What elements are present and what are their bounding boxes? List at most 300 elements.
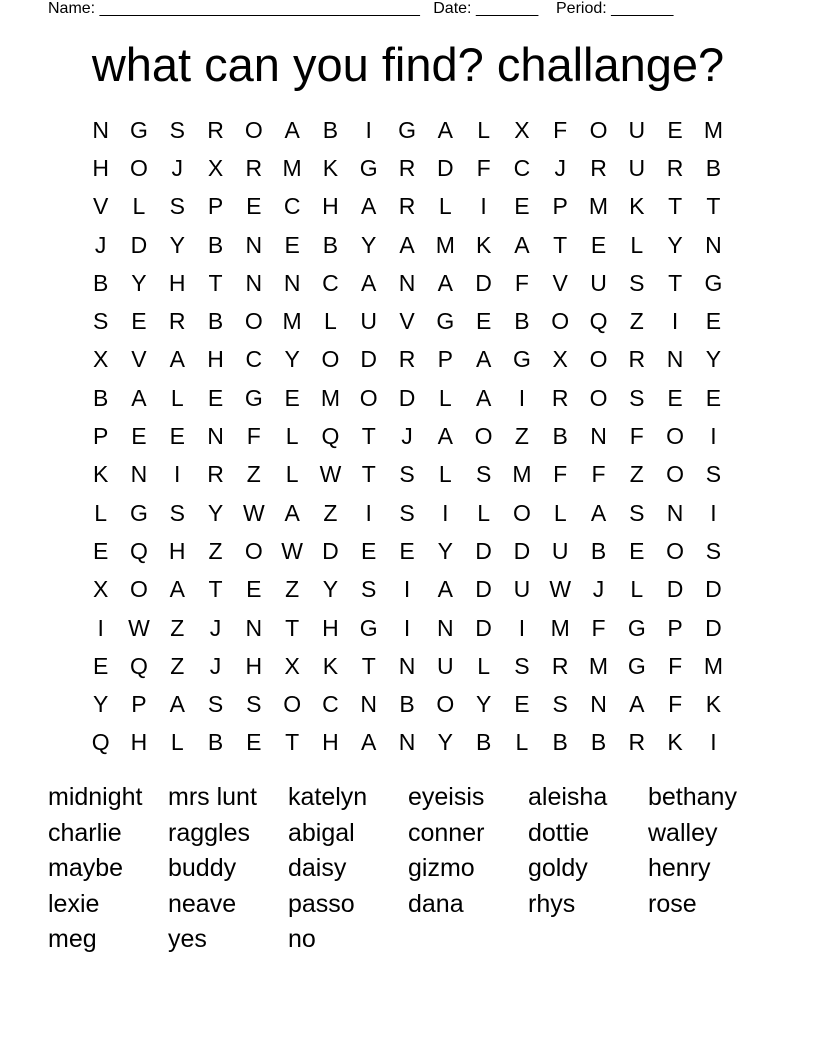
grid-letter: L (438, 461, 452, 488)
grid-letter: G (359, 614, 378, 641)
grid-letter: T (668, 269, 683, 296)
grid-letter: L (553, 499, 567, 526)
grid-letter: X (207, 154, 224, 181)
grid-letter: R (590, 154, 607, 181)
grid-letter: W (549, 576, 572, 603)
grid-letter: E (667, 116, 683, 143)
grid-letter: U (628, 154, 646, 181)
grid-letter: R (207, 116, 224, 143)
grid-letter: A (514, 231, 530, 258)
grid-letter: E (169, 423, 185, 450)
grid-letter: I (403, 576, 411, 603)
grid-letter: D (437, 154, 454, 181)
grid-letter: U (628, 116, 646, 143)
grid-letter: H (92, 154, 109, 181)
grid-letter: U (360, 308, 378, 335)
grid-letter: O (589, 346, 608, 373)
grid-letter: E (629, 537, 645, 564)
grid-letter: N (666, 499, 684, 526)
grid-letter: D (475, 576, 492, 603)
grid-letter: A (629, 691, 645, 718)
grid-letter: O (589, 116, 608, 143)
grid-letter: O (666, 423, 685, 450)
grid-letter: Z (246, 461, 261, 488)
grid-letter: S (169, 116, 185, 143)
grid-letter: R (628, 346, 646, 373)
grid-letter: Y (284, 346, 300, 373)
grid-letter: T (285, 614, 300, 641)
grid-letter: P (437, 346, 453, 373)
grid-letter: D (666, 576, 684, 603)
grid-letter: Y (207, 499, 224, 526)
word-list-item: aleisha (528, 783, 608, 811)
grid-letter: Y (169, 231, 185, 258)
grid-letter: O (551, 308, 570, 335)
letter-grid (82, 111, 733, 762)
grid-letter: A (169, 576, 185, 603)
grid-letter: S (399, 461, 415, 488)
grid-letter: T (668, 193, 683, 220)
word-list-item: bethany (648, 783, 737, 811)
grid-letter: L (285, 423, 299, 450)
word-list-item: lexie (48, 889, 100, 918)
grid-letter: Z (323, 499, 338, 526)
grid-letter: S (629, 499, 645, 526)
word-list-item: meg (48, 925, 97, 953)
grid-letter: M (588, 652, 609, 679)
grid-letter: H (168, 269, 186, 296)
word-list-item: charlie (48, 818, 122, 847)
grid-letter: O (244, 308, 263, 335)
grid-letter: G (130, 116, 148, 143)
grid-letter: F (629, 423, 644, 450)
grid-letter: T (361, 423, 376, 450)
grid-letter: L (132, 193, 146, 220)
grid-letter: E (246, 576, 262, 603)
grid-letter: R (398, 346, 416, 373)
grid-letter: P (667, 614, 683, 641)
grid-letter: S (475, 461, 492, 488)
grid-letter: E (514, 193, 530, 220)
grid-letter: S (552, 691, 568, 718)
grid-letter: T (361, 652, 376, 679)
grid-letter: H (322, 193, 339, 220)
grid-letter: H (322, 729, 339, 756)
word-list-item: raggles (168, 818, 250, 847)
word-list-item: eyeisis (408, 783, 485, 811)
grid-letter: I (480, 193, 487, 220)
grid-letter: G (244, 384, 263, 411)
grid-letter: A (131, 384, 147, 411)
grid-letter: J (401, 423, 413, 450)
grid-letter: L (170, 729, 184, 756)
grid-letter: C (322, 691, 339, 718)
grid-letter: B (92, 269, 109, 296)
grid-letter: F (591, 461, 606, 488)
grid-letter: E (207, 384, 224, 411)
grid-letter: X (552, 346, 568, 373)
grid-letter: Z (170, 614, 185, 641)
grid-letter: G (704, 269, 723, 296)
grid-letter: N (437, 614, 454, 641)
word-list-item: daisy (288, 854, 347, 882)
grid-letter: A (284, 499, 300, 526)
grid-letter: B (207, 729, 224, 756)
grid-letter: P (131, 691, 147, 718)
grid-letter: O (244, 537, 263, 564)
grid-letter: A (475, 384, 492, 411)
grid-letter: M (703, 116, 723, 143)
word-list-item: henry (648, 854, 711, 882)
grid-letter: V (552, 269, 568, 296)
word-list-item: neave (168, 889, 237, 918)
grid-letter: M (703, 652, 723, 679)
grid-letter: Q (321, 423, 340, 450)
grid-letter: V (131, 346, 147, 373)
grid-letter: R (628, 729, 646, 756)
grid-letter: R (398, 154, 416, 181)
grid-letter: E (705, 384, 722, 411)
word-list-item: midnight (48, 783, 143, 811)
grid-letter: T (553, 231, 568, 258)
grid-letter: O (474, 423, 493, 450)
grid-letter: Y (437, 729, 453, 756)
grid-letter: D (398, 384, 416, 411)
grid-letter: S (629, 384, 645, 411)
grid-letter: R (207, 461, 224, 488)
grid-letter: J (94, 231, 107, 258)
word-list-item: katelyn (288, 783, 368, 811)
grid-letter: E (361, 537, 377, 564)
grid-letter: Q (130, 652, 148, 679)
grid-letter: E (131, 308, 147, 335)
word-list-item: buddy (168, 854, 237, 882)
grid-letter: P (92, 423, 109, 450)
grid-letter: Q (130, 537, 148, 564)
grid-letter: B (475, 729, 492, 756)
grid-letter: N (283, 269, 301, 296)
word-list-item: passo (288, 889, 355, 918)
grid-letter: M (550, 614, 570, 641)
grid-letter: U (437, 652, 454, 679)
grid-letter: P (552, 193, 568, 220)
grid-letter: I (710, 729, 717, 756)
grid-letter: M (282, 154, 302, 181)
grid-letter: K (322, 652, 339, 679)
grid-letter: B (322, 231, 339, 258)
grid-letter: X (284, 652, 300, 679)
grid-letter: G (359, 154, 378, 181)
grid-letter: H (207, 346, 224, 373)
word-list-item: yes (168, 925, 207, 953)
grid-letter: A (437, 423, 453, 450)
grid-letter: G (398, 116, 416, 143)
grid-letter: A (475, 346, 492, 373)
grid-letter: O (436, 691, 455, 718)
grid-letter: L (170, 384, 184, 411)
grid-letter: X (514, 116, 530, 143)
grid-letter: B (705, 154, 722, 181)
word-list (48, 780, 768, 958)
grid-letter: Z (629, 308, 644, 335)
grid-letter: O (359, 384, 378, 411)
grid-letter: J (554, 154, 566, 181)
word-list-item: dana (408, 889, 464, 918)
grid-letter: T (706, 193, 721, 220)
grid-letter: R (551, 384, 569, 411)
grid-letter: R (245, 154, 263, 181)
grid-letter: Y (322, 576, 339, 603)
grid-letter: F (514, 269, 529, 296)
grid-letter: E (92, 652, 109, 679)
grid-letter: W (281, 537, 303, 564)
grid-letter: R (398, 193, 416, 220)
grid-letter: O (283, 691, 302, 718)
grid-letter: M (320, 384, 341, 411)
grid-letter: I (403, 614, 411, 641)
page-title: what can you find? challange? (91, 38, 725, 91)
grid-letter: S (399, 499, 415, 526)
grid-letter: I (97, 614, 104, 641)
grid-letter: E (705, 308, 722, 335)
grid-letter: R (666, 154, 684, 181)
grid-letter: S (361, 576, 377, 603)
grid-letter: G (436, 308, 455, 335)
grid-letter: N (705, 231, 722, 258)
grid-letter: Z (514, 423, 529, 450)
grid-letter: S (629, 269, 645, 296)
grid-letter: V (92, 193, 109, 220)
grid-letter: K (475, 231, 492, 258)
grid-letter: S (169, 193, 185, 220)
grid-letter: A (284, 116, 300, 143)
grid-letter: N (130, 461, 148, 488)
grid-letter: F (668, 691, 683, 718)
grid-letter: X (92, 346, 109, 373)
grid-letter: L (324, 308, 337, 335)
grid-letter: U (513, 576, 531, 603)
grid-letter: B (552, 423, 568, 450)
grid-letter: Y (361, 231, 377, 258)
grid-letter: F (553, 461, 568, 488)
header-fields: Name: ____________________________________ Date: _______ Period: _______ (48, 0, 674, 17)
word-list-item: goldy (528, 854, 588, 882)
grid-letter: D (475, 614, 492, 641)
grid-letter: O (512, 499, 531, 526)
grid-letter: D (513, 537, 531, 564)
grid-letter: S (246, 691, 262, 718)
grid-letter: T (361, 461, 376, 488)
grid-letter: A (437, 116, 453, 143)
grid-letter: O (321, 346, 340, 373)
grid-letter: E (246, 193, 262, 220)
grid-letter: E (131, 423, 147, 450)
grid-letter: O (244, 116, 263, 143)
grid-letter: C (245, 346, 263, 373)
grid-letter: B (590, 537, 607, 564)
grid-letter: E (514, 691, 530, 718)
grid-letter: Y (475, 691, 492, 718)
grid-letter: K (92, 461, 109, 488)
grid-letter: I (710, 499, 717, 526)
grid-letter: K (705, 691, 722, 718)
grid-letter: W (319, 461, 342, 488)
grid-letter: O (666, 461, 685, 488)
grid-letter: S (705, 461, 722, 488)
grid-letter: A (169, 691, 185, 718)
grid-letter: N (245, 614, 263, 641)
grid-letter: V (399, 308, 415, 335)
grid-letter: M (512, 461, 532, 488)
grid-letter: I (174, 461, 181, 488)
grid-letter: I (518, 384, 526, 411)
grid-letter: E (284, 231, 300, 258)
grid-letter: H (168, 537, 186, 564)
grid-letter: R (168, 308, 186, 335)
grid-letter: L (477, 652, 491, 679)
grid-letter: S (705, 537, 722, 564)
grid-letter: O (130, 576, 148, 603)
grid-letter: D (705, 614, 722, 641)
grid-letter: Q (91, 729, 110, 756)
grid-letter: A (361, 729, 377, 756)
grid-letter: C (322, 269, 339, 296)
grid-letter: L (477, 116, 491, 143)
grid-letter: Y (437, 537, 453, 564)
grid-letter: E (92, 537, 109, 564)
grid-letter: E (246, 729, 262, 756)
word-list-item: abigal (288, 818, 355, 847)
grid-letter: I (710, 423, 717, 450)
grid-letter: G (130, 499, 148, 526)
grid-letter: S (92, 308, 109, 335)
grid-letter: A (169, 346, 185, 373)
grid-letter: K (629, 193, 645, 220)
grid-letter: N (245, 231, 263, 258)
grid-letter: B (207, 308, 224, 335)
grid-letter: L (477, 499, 491, 526)
grid-letter: C (283, 193, 301, 220)
grid-letter: S (514, 652, 530, 679)
grid-letter: I (442, 499, 449, 526)
grid-letter: Y (667, 231, 683, 258)
grid-letter: C (513, 154, 531, 181)
grid-letter: M (588, 193, 609, 220)
grid-letter: N (590, 691, 607, 718)
grid-letter: T (208, 576, 223, 603)
grid-letter: L (438, 193, 452, 220)
grid-letter: F (668, 652, 683, 679)
word-list-item: walley (648, 818, 718, 847)
grid-letter: L (285, 461, 299, 488)
grid-letter: N (666, 346, 684, 373)
grid-letter: L (438, 384, 452, 411)
grid-letter: B (399, 691, 415, 718)
grid-letter: F (591, 614, 606, 641)
grid-letter: D (360, 346, 378, 373)
grid-letter: E (475, 308, 492, 335)
grid-letter: A (399, 231, 415, 258)
grid-letter: E (667, 384, 683, 411)
grid-letter: I (365, 116, 372, 143)
word-list-item: rose (648, 889, 697, 918)
grid-letter: H (130, 729, 148, 756)
word-list-item: gizmo (408, 854, 475, 882)
grid-letter: Z (285, 576, 300, 603)
grid-letter: Z (629, 461, 644, 488)
grid-letter: S (207, 691, 224, 718)
grid-letter: U (551, 537, 569, 564)
grid-letter: T (285, 729, 300, 756)
grid-letter: R (551, 652, 569, 679)
grid-letter: N (590, 423, 607, 450)
grid-letter: B (322, 116, 339, 143)
grid-letter: J (209, 652, 222, 679)
grid-letter: J (592, 576, 605, 603)
grid-letter: G (627, 652, 646, 679)
grid-letter: Z (170, 652, 185, 679)
grid-letter: F (476, 154, 491, 181)
grid-letter: B (92, 384, 109, 411)
grid-letter: I (365, 499, 372, 526)
grid-letter: W (242, 499, 265, 526)
grid-letter: A (437, 269, 453, 296)
grid-letter: L (94, 499, 108, 526)
word-list-item: dottie (528, 818, 590, 847)
grid-letter: I (671, 308, 679, 335)
grid-letter: X (92, 576, 109, 603)
grid-letter: F (246, 423, 261, 450)
grid-letter: G (512, 346, 531, 373)
grid-letter: H (322, 614, 339, 641)
grid-letter: I (518, 614, 526, 641)
grid-letter: O (130, 154, 148, 181)
grid-letter: L (630, 231, 644, 258)
word-list-item: no (288, 925, 316, 953)
grid-letter: O (666, 537, 685, 564)
grid-letter: L (630, 576, 644, 603)
word-list-item: conner (408, 818, 485, 847)
grid-letter: E (590, 231, 607, 258)
grid-letter: Y (92, 691, 109, 718)
grid-letter: E (399, 537, 415, 564)
grid-letter: Q (589, 308, 608, 335)
grid-letter: F (553, 116, 568, 143)
word-list-item: maybe (48, 854, 124, 882)
grid-letter: B (207, 231, 224, 258)
word-list-item: rhys (528, 889, 576, 918)
grid-letter: B (590, 729, 607, 756)
grid-letter: E (284, 384, 300, 411)
grid-letter: J (171, 154, 183, 181)
grid-letter: D (130, 231, 148, 258)
grid-letter: N (360, 691, 378, 718)
grid-letter: B (514, 308, 530, 335)
grid-letter: L (515, 729, 529, 756)
grid-letter: O (589, 384, 608, 411)
grid-letter: J (209, 614, 222, 641)
grid-letter: D (475, 537, 492, 564)
grid-letter: B (552, 729, 568, 756)
grid-letter: N (398, 729, 416, 756)
grid-letter: N (398, 652, 416, 679)
grid-letter: T (208, 269, 223, 296)
grid-letter: A (361, 269, 377, 296)
grid-letter: A (361, 193, 377, 220)
grid-letter: N (92, 116, 109, 143)
grid-letter: D (475, 269, 492, 296)
grid-letter: N (398, 269, 416, 296)
